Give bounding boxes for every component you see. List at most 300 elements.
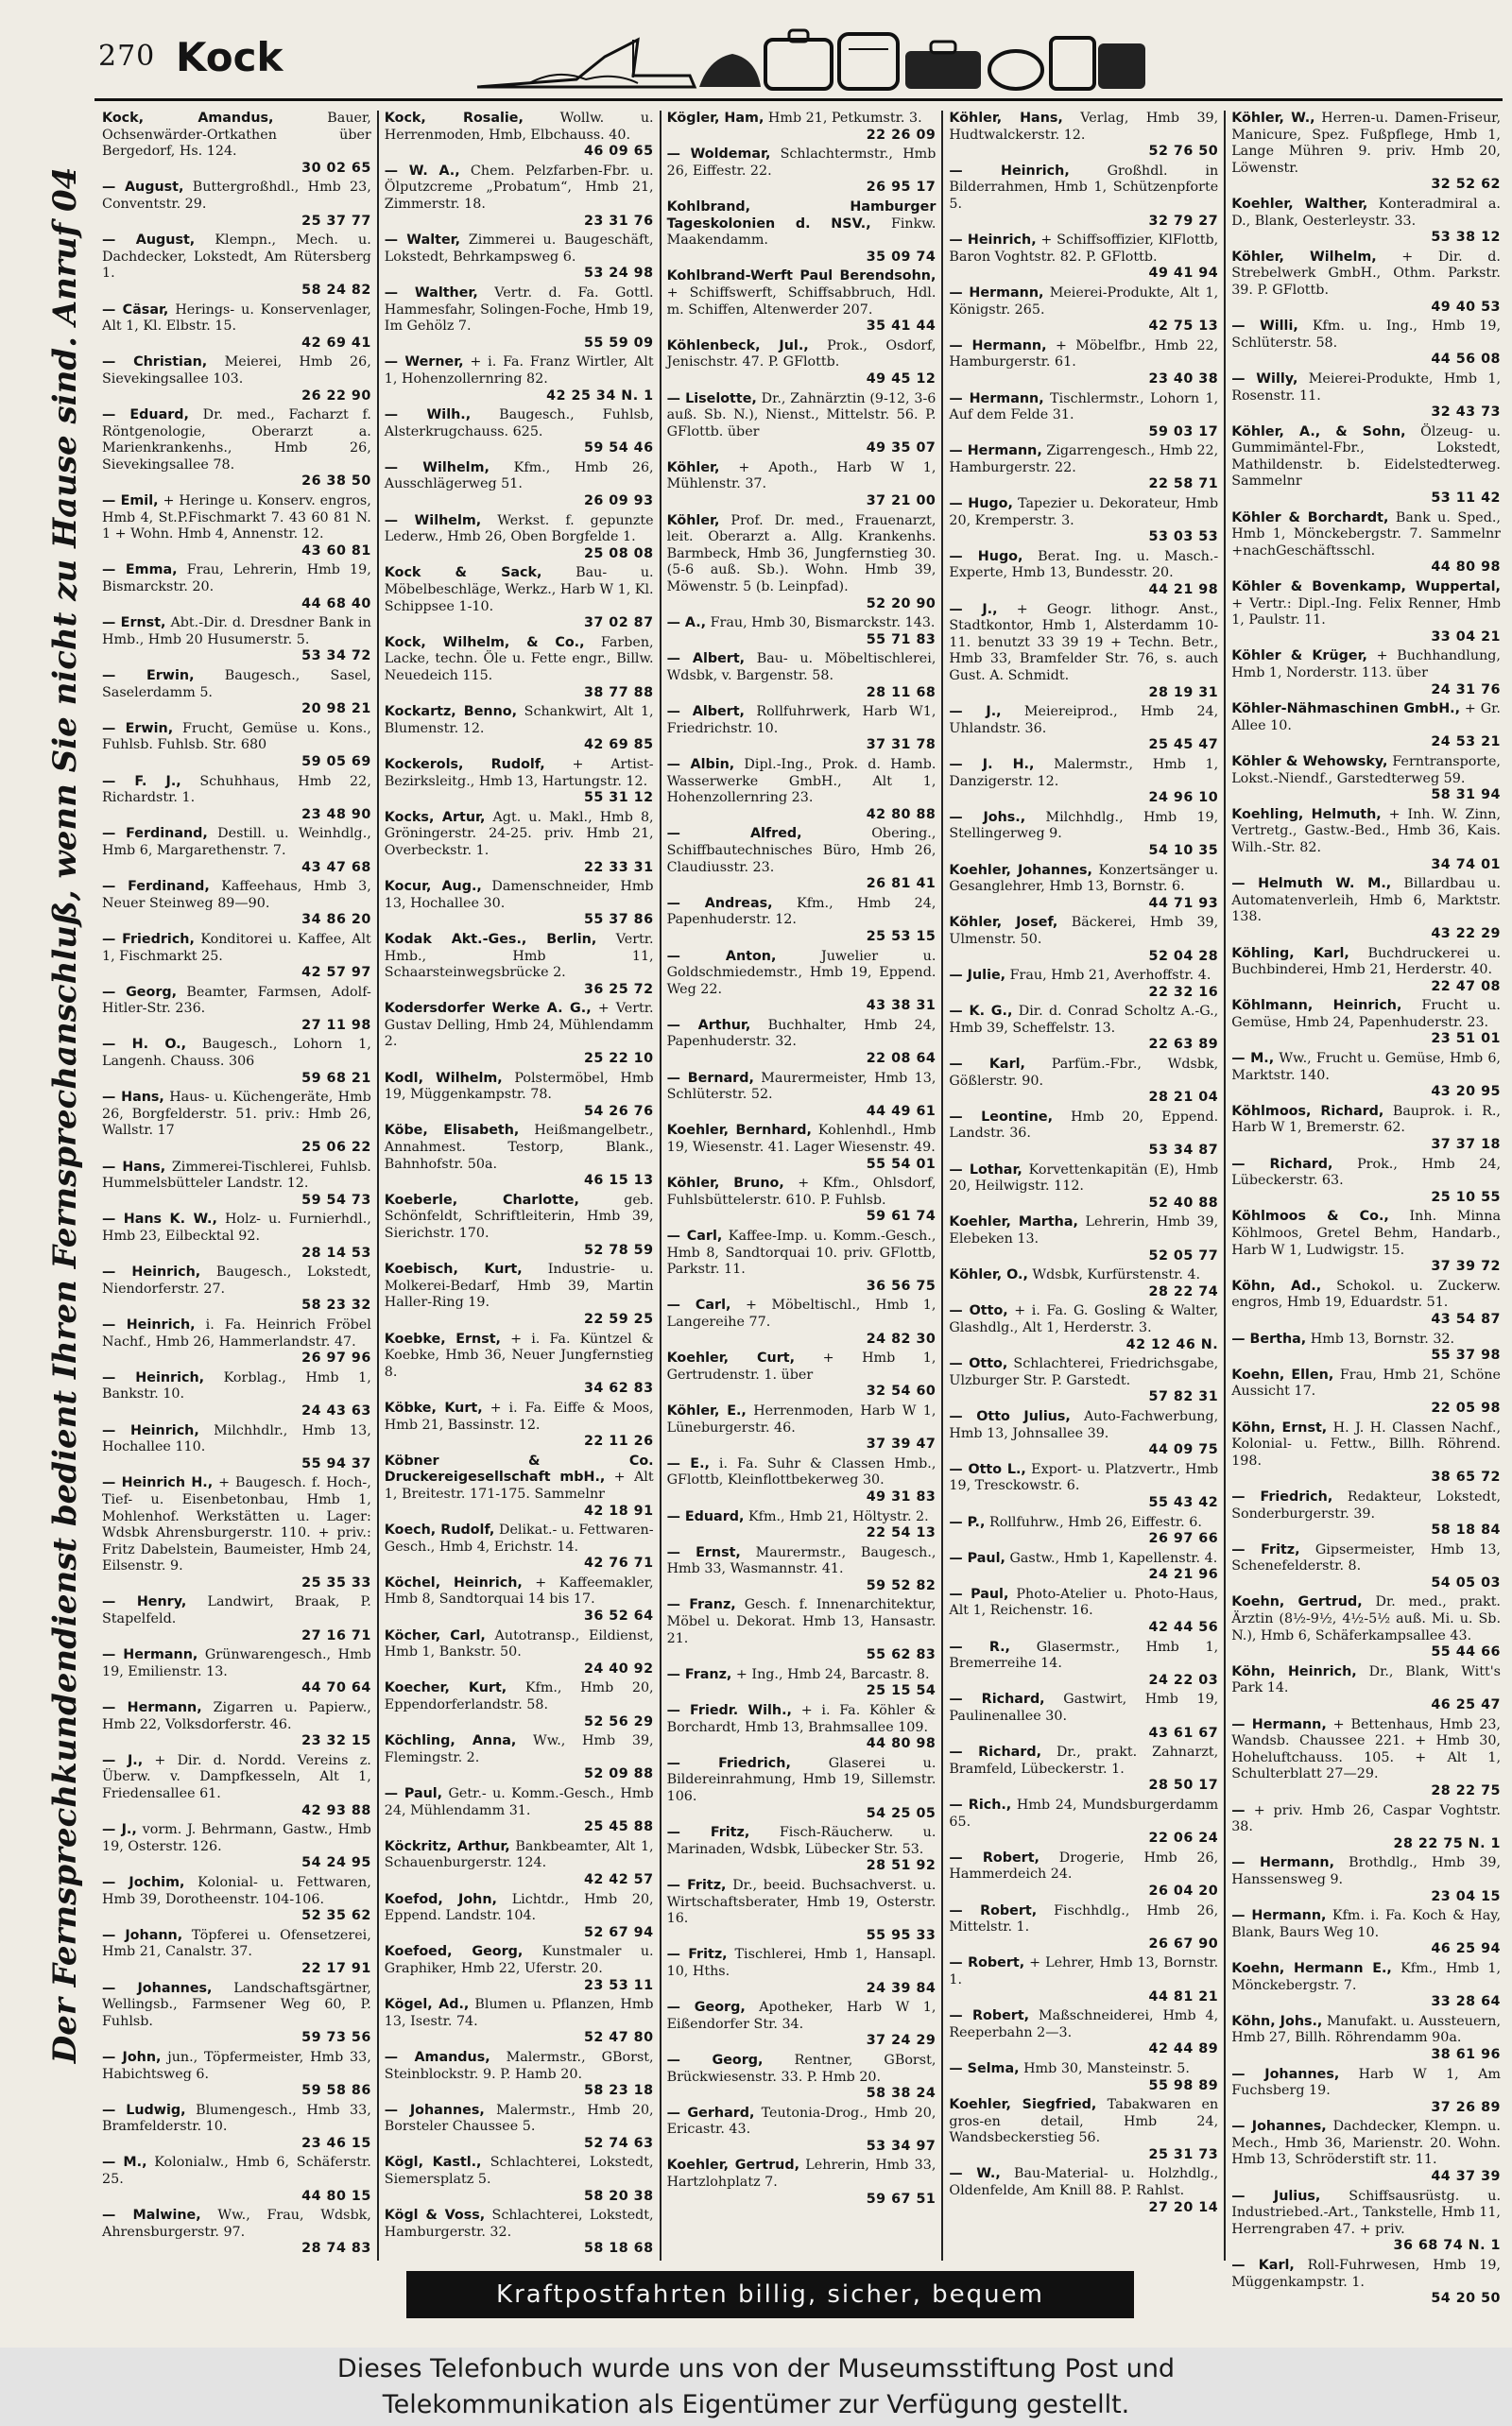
entry-phone: 23 51 01 bbox=[1431, 1031, 1501, 1047]
entry-detail: Buchhalter, Hmb 24, Papenhuderstr. 32. bbox=[666, 1017, 936, 1050]
entry-detail: Landwirt, Braak, P. Stapelfeld. bbox=[102, 1594, 371, 1627]
entry-detail: + Inh. W. Zinn, Vertretg., Gastw.-Bed., Hmb 36, Kais. Wilh.-Str. 82. bbox=[1231, 806, 1501, 855]
entry-phone: 43 22 29 bbox=[1431, 925, 1501, 941]
entry-name: — Hermann, bbox=[1231, 1908, 1327, 1924]
entry-phone: 55 44 66 bbox=[1431, 1644, 1501, 1660]
entry-detail: + Heringe u. Konserv. engros, Hmb 4, St.P.Fischmarkt 7. 43 60 81 N. 1 + Wohn. Hmb 4, Annenstr. 12. bbox=[102, 493, 371, 542]
directory-entry bbox=[949, 1303, 1218, 1353]
entry-phone: 54 10 35 bbox=[1148, 842, 1219, 858]
entry-name: — Fritz, bbox=[666, 1947, 728, 1963]
entry-phone: 46 25 47 bbox=[1431, 1697, 1501, 1713]
page-number: 270 bbox=[98, 40, 156, 73]
entry-name: — Richard, bbox=[1231, 1156, 1333, 1172]
entry-phone: 59 54 73 bbox=[301, 1192, 371, 1208]
entry-detail: Buttergroßhdl., Hmb 23, Conventstr. 29. bbox=[102, 180, 371, 212]
entry-name: — J. H., bbox=[949, 756, 1035, 772]
directory-entry bbox=[949, 163, 1218, 230]
entry-phone: 27 16 71 bbox=[301, 1627, 371, 1643]
entry-name: — Helmuth W. M., bbox=[1231, 876, 1392, 892]
directory-entry bbox=[1231, 1104, 1501, 1154]
entry-detail: Dr., Blank, Witt's Park 14. bbox=[1231, 1663, 1501, 1696]
entry-name: — Hermann, bbox=[1231, 1716, 1327, 1732]
entry-detail: + Alt 1, Breitestr. 171-175. Sammelnr bbox=[384, 1470, 654, 1502]
directory-entry bbox=[949, 1850, 1218, 1901]
directory-entry bbox=[667, 391, 936, 457]
directory-entry bbox=[949, 1267, 1218, 1300]
entry-phone: 25 15 54 bbox=[866, 1683, 936, 1699]
directory-entry bbox=[949, 232, 1218, 283]
entry-detail: Bank u. Sped., Hmb 1, Mönckebergstr. 7. Sammelnr +nachGeschäftsschl. bbox=[1231, 509, 1501, 559]
entry-phone: 38 65 72 bbox=[1431, 1470, 1501, 1486]
entry-phone: 23 32 15 bbox=[301, 1733, 371, 1749]
directory-entry bbox=[102, 1875, 371, 1925]
entry-name: — Amandus, bbox=[384, 2049, 490, 2065]
directory-entry bbox=[949, 496, 1218, 546]
directory-entry bbox=[385, 1071, 654, 1121]
directory-entry bbox=[385, 354, 654, 404]
entry-name: Köchel, Heinrich, bbox=[384, 1574, 523, 1591]
directory-entry bbox=[1231, 111, 1501, 194]
entry-detail: Haus- u. Küchengeräte, Hmb 26, Borgfelderstr. 51. priv.: Hmb 26, Wallstr. 17 bbox=[102, 1090, 371, 1139]
entry-name: — Erwin, bbox=[102, 668, 195, 683]
entry-name: Köhlenbeck, Jul., bbox=[666, 337, 809, 353]
entry-detail: Konteradmiral a. D., Blank, Oesterleystr. 33. bbox=[1231, 196, 1501, 229]
directory-entry bbox=[102, 1822, 371, 1872]
entry-phone: 25 31 73 bbox=[1148, 2146, 1219, 2162]
entry-detail: Tapezier u. Dekorateur, Hmb 20, Kremperstr. 3. bbox=[949, 496, 1219, 528]
directory-entry bbox=[667, 2053, 936, 2103]
entry-phone: 52 05 77 bbox=[1148, 1247, 1219, 1264]
directory-entry bbox=[667, 268, 936, 335]
entry-phone: 44 80 98 bbox=[866, 1736, 936, 1752]
entry-phone: 59 67 51 bbox=[866, 2191, 936, 2207]
entry-phone: 22 47 08 bbox=[1431, 978, 1501, 994]
entry-name: — Hans, bbox=[102, 1090, 164, 1106]
entry-phone: 37 24 29 bbox=[866, 2033, 936, 2049]
entry-phone: 36 68 74 N. 1 bbox=[1393, 2238, 1501, 2254]
entry-phone: 26 97 66 bbox=[1148, 1531, 1219, 1547]
entry-name: Köhn, Heinrich, bbox=[1231, 1663, 1357, 1679]
directory-entry bbox=[102, 180, 371, 230]
entry-detail: Malermstr., Hmb 1, Danzigerstr. 12. bbox=[949, 756, 1219, 789]
directory-entry bbox=[949, 2166, 1218, 2216]
entry-phone: 22 63 89 bbox=[1148, 1037, 1219, 1053]
entry-detail: + priv. Hmb 26, Caspar Voghtstr. 38. bbox=[1231, 1802, 1501, 1835]
entry-phone: 52 74 63 bbox=[583, 2135, 654, 2151]
entry-name: — Franz, bbox=[666, 1597, 736, 1613]
entry-name: — Ernst, bbox=[666, 1544, 741, 1560]
entry-phone: 26 95 17 bbox=[866, 180, 936, 196]
entry-name: Koehler, Bernhard, bbox=[666, 1123, 812, 1139]
entry-name: — bbox=[1231, 1802, 1254, 1818]
entry-phone: 55 95 33 bbox=[866, 1927, 936, 1943]
entry-detail: Schlachtermstr., Hmb 26, Eiffestr. 22. bbox=[666, 146, 936, 179]
entry-name: — Wilh., bbox=[384, 407, 472, 423]
entry-detail: Herrenmoden, Harb W 1, Lüneburgerstr. 46. bbox=[666, 1402, 936, 1436]
entry-phone: 25 45 47 bbox=[1148, 737, 1219, 753]
entry-name: Koehler, Gertrud, bbox=[666, 2158, 800, 2174]
directory-entry bbox=[667, 1756, 936, 1822]
entry-phone: 25 37 77 bbox=[301, 213, 371, 229]
directory-entry bbox=[102, 2103, 371, 2153]
entry-name: Köbke, Kurt, bbox=[384, 1400, 483, 1416]
entry-name: — Hermann, bbox=[102, 1700, 202, 1716]
entry-name: — Carl, bbox=[666, 1229, 723, 1244]
entry-name: — Albert, bbox=[666, 704, 745, 720]
entry-name: — Julie, bbox=[949, 968, 1006, 984]
entry-phone: 22 17 91 bbox=[301, 1960, 371, 1976]
directory-entry bbox=[667, 146, 936, 197]
entry-name: — Hermann, bbox=[1231, 1855, 1335, 1871]
directory-entry bbox=[949, 1745, 1218, 1795]
entry-phone: 42 42 57 bbox=[583, 1871, 654, 1887]
entry-name: — Arthur, bbox=[666, 1017, 751, 1033]
entry-phone: 44 80 15 bbox=[301, 2188, 371, 2204]
entry-phone: 34 74 01 bbox=[1431, 856, 1501, 872]
entry-phone: 49 35 07 bbox=[866, 440, 936, 456]
entry-name: Köhn, Ad., bbox=[1231, 1278, 1322, 1294]
entry-phone: 43 60 81 bbox=[301, 542, 371, 559]
entry-phone: 53 38 12 bbox=[1431, 230, 1501, 246]
entry-detail: Tischlerei, Hmb 1, Hansapl. 10, Hths. bbox=[666, 1947, 936, 1979]
entry-phone: 46 09 65 bbox=[583, 144, 654, 160]
directory-entry bbox=[102, 232, 371, 299]
entry-phone: 28 50 17 bbox=[1148, 1778, 1219, 1794]
entry-detail: Dir. d. Conrad Scholtz A.-G., Hmb 39, Scheffelstr. 13. bbox=[949, 1004, 1219, 1036]
entry-name: — Emil, bbox=[102, 493, 159, 509]
entry-detail: Prok., Osdorf, Jenischstr. 47. P. GFlottb. bbox=[666, 337, 936, 370]
entry-phone: 57 82 31 bbox=[1148, 1389, 1219, 1405]
directory-entry bbox=[1231, 2119, 1501, 2185]
entry-name: Kodak Akt.-Ges., Berlin, bbox=[384, 931, 597, 947]
entry-detail: Inh. Minna Köhlmoos, Gretel Behm, Handarb., Harb W 1, Ludwigstr. 15. bbox=[1231, 1209, 1501, 1258]
entry-detail: Vertr. d. Fa. Gottl. Hammesfahr, Solingen-Foche, Hmb 19, Im Gehölz 7. bbox=[384, 284, 654, 335]
entry-name: — Johannes, bbox=[102, 1980, 213, 1996]
directory-entry bbox=[949, 285, 1218, 336]
entry-phone: 52 47 80 bbox=[583, 2030, 654, 2046]
entry-phone: 44 80 98 bbox=[1431, 559, 1501, 576]
entry-phone: 30 02 65 bbox=[301, 160, 371, 176]
entry-detail: H. J. H. Classen Nachf., Kolonial- u. Fettw., Billh. Röhrend. 198. bbox=[1231, 1419, 1501, 1469]
directory-entry bbox=[667, 704, 936, 754]
directory-entry bbox=[949, 1692, 1218, 1742]
entry-phone: 49 40 53 bbox=[1431, 299, 1501, 315]
entry-name: Köbe, Elisabeth, bbox=[384, 1123, 520, 1139]
entry-detail: Kunstmaler u. Graphiker, Hmb 22, Uferstr. 20. bbox=[384, 1944, 654, 1976]
entry-detail: Gastw., Hmb 1, Kapellenstr. 4. bbox=[1009, 1550, 1218, 1566]
entry-detail: + i. Fa. G. Gosling & Walter, Glashdlg., Alt 1, Herderstr. 3. bbox=[949, 1303, 1219, 1335]
directory-entry bbox=[949, 443, 1218, 493]
entry-phone: 22 54 13 bbox=[866, 1525, 936, 1541]
entry-name: — Willy, bbox=[1231, 370, 1298, 387]
directory-entry bbox=[102, 407, 371, 490]
directory-entry bbox=[1231, 1664, 1501, 1714]
entry-name: Köhler, bbox=[666, 459, 720, 475]
entry-detail: Ww., Frucht u. Gemüse, Hmb 6, Marktstr. 140. bbox=[1231, 1051, 1501, 1083]
entry-name: Köchling, Anna, bbox=[384, 1733, 517, 1749]
directory-entry bbox=[102, 1090, 371, 1156]
directory-entry bbox=[385, 2103, 654, 2153]
entry-name: — Heinrich, bbox=[102, 1369, 205, 1385]
directory-entry bbox=[1231, 1489, 1501, 1540]
directory-entry bbox=[1231, 876, 1501, 942]
entry-name: — Heinrich, bbox=[102, 1265, 201, 1281]
directory-entry bbox=[667, 1597, 936, 1663]
entry-phone: 28 22 74 bbox=[1148, 1283, 1219, 1299]
entry-phone: 23 53 11 bbox=[583, 1977, 654, 1993]
directory-entry bbox=[385, 757, 654, 807]
entry-name: — Henry, bbox=[102, 1594, 187, 1610]
directory-entry bbox=[949, 2061, 1218, 2094]
entry-name: Kohlbrand-Werft Paul Berendsohn, bbox=[666, 268, 936, 284]
entry-name: — Otto, bbox=[949, 1356, 1008, 1372]
entry-name: — Leontine, bbox=[949, 1109, 1054, 1125]
entry-name: — W., bbox=[949, 2166, 1001, 2182]
directory-entry bbox=[667, 1071, 936, 1121]
entry-name: Koecher, Kurt, bbox=[384, 1680, 507, 1696]
entry-detail: Zimmerei-Tischlerei, Fuhlsb. Hummelsbütteler Landstr. 12. bbox=[102, 1159, 371, 1192]
entry-phone: 55 62 83 bbox=[866, 1647, 936, 1663]
directory-entry bbox=[949, 757, 1218, 807]
directory-entry bbox=[102, 668, 371, 718]
directory-entry bbox=[385, 1628, 654, 1678]
entry-detail: Wollw. u. Herrenmoden, Hmb, Elbchauss. 40. bbox=[384, 111, 654, 143]
entry-detail: vorm. J. Behrmann, Gastw., Hmb 19, Osterstr. 126. bbox=[102, 1822, 371, 1854]
entry-name: — R., bbox=[949, 1639, 1010, 1655]
directory-entry bbox=[667, 1703, 936, 1753]
entry-detail: + Geogr. lithogr. Anst., Stadtkontor, Hmb 1, Alsterdamm 10-11. benutzt 33 39 19 + Techn. Betr., Hmb 33, Bramfelder Str. 76, s. auch Gust. A. Schmidt. bbox=[949, 601, 1219, 683]
directory-entry bbox=[385, 1401, 654, 1451]
directory-entry bbox=[385, 1997, 654, 2047]
entry-name: — Hugo, bbox=[949, 548, 1023, 564]
entry-detail: + i. Fa. Küntzel & Koebke, Hmb 36, Neuer Jungfernstieg 8. bbox=[384, 1331, 654, 1380]
entry-phone: 55 94 37 bbox=[301, 1455, 371, 1471]
footer-line-1: Dieses Telefonbuch wurde uns von der Museumsstiftung Post und bbox=[336, 2354, 1176, 2383]
entry-name: Köcher, Carl, bbox=[384, 1627, 486, 1643]
entry-name: — Ludwig, bbox=[102, 2102, 186, 2118]
entry-name: Kodersdorfer Werke A. G., bbox=[384, 1001, 592, 1017]
directory-entry bbox=[385, 1839, 654, 1889]
entry-phone: 58 18 68 bbox=[583, 2241, 654, 2257]
entry-phone: 26 67 90 bbox=[1148, 1936, 1219, 1952]
entry-phone: 42 69 85 bbox=[583, 737, 654, 753]
directory-column-3 bbox=[662, 111, 944, 2261]
entry-detail: Juwelier u. Goldschmiedemstr., Hmb 19, Eppend. Weg 22. bbox=[666, 948, 936, 997]
directory-entry bbox=[385, 163, 654, 230]
entry-detail: Teutonia-Drog., Hmb 20, Ericastr. 43. bbox=[666, 2105, 936, 2138]
entry-detail: Holz- u. Furnierhdl., Hmb 23, Eilbecktal 92. bbox=[102, 1212, 371, 1244]
entry-phone: 58 31 94 bbox=[1431, 787, 1501, 803]
entry-name: — Heinrich H., bbox=[102, 1475, 214, 1491]
entry-name: — Friedrich, bbox=[666, 1755, 791, 1771]
entry-phone: 25 10 55 bbox=[1431, 1189, 1501, 1205]
entry-phone: 32 52 62 bbox=[1431, 177, 1501, 193]
directory-entry bbox=[1231, 946, 1501, 996]
directory-entry bbox=[102, 111, 371, 177]
directory-entry bbox=[102, 493, 371, 559]
directory-column-2 bbox=[379, 111, 662, 2261]
entry-phone: 24 39 84 bbox=[866, 1980, 936, 1996]
directory-entry bbox=[1231, 1157, 1501, 1207]
directory-entry bbox=[949, 1057, 1218, 1107]
entry-detail: Bau- u. Möbelbeschläge, Werkz., Harb W 1, Kl. Schippsee 1-10. bbox=[384, 565, 654, 614]
advertisement-banner: Kraftpostfahrten billig, sicher, bequem bbox=[406, 2271, 1134, 2318]
entry-detail: Dr. med., Facharzt f. Röntgenologie, Oberarzt a. Marienkrankenhs., Hmb 26, Sievekingsallee 78. bbox=[102, 407, 371, 473]
directory-entry bbox=[385, 1262, 654, 1328]
entry-detail: Brothdlg., Hmb 39, Hanssensweg 9. bbox=[1231, 1855, 1501, 1887]
entry-detail: Rentner, GBorst, Brückwiesenstr. 33. P. Hmb 20. bbox=[666, 2052, 936, 2085]
entry-detail: Meierei, Hmb 26, Sievekingsallee 103. bbox=[102, 354, 371, 387]
entry-name: — W. A., bbox=[384, 163, 460, 179]
entry-phone: 43 20 95 bbox=[1431, 1084, 1501, 1100]
entry-detail: Frucht u. Gemüse, Hmb 24, Papenhuderstr. 23. bbox=[1231, 998, 1501, 1030]
entry-name: — Christian, bbox=[102, 354, 208, 370]
entry-phone: 25 22 10 bbox=[583, 1051, 654, 1067]
entry-name: — Georg, bbox=[102, 984, 178, 1000]
entry-phone: 25 08 08 bbox=[583, 545, 654, 561]
entry-phone: 28 19 31 bbox=[1148, 684, 1219, 700]
directory-entry bbox=[1231, 1803, 1501, 1853]
directory-entry bbox=[102, 1212, 371, 1262]
entry-phone: 33 28 64 bbox=[1431, 1994, 1501, 2010]
entry-name: — Woldemar, bbox=[666, 146, 771, 163]
directory-entry bbox=[1231, 1332, 1501, 1365]
entry-detail: Verlag, Hmb 39, Hudtwalckerstr. 12. bbox=[949, 111, 1219, 143]
entry-name: — Heinrich, bbox=[102, 1422, 199, 1438]
directory-entry bbox=[385, 810, 654, 876]
entry-phone: 25 35 33 bbox=[301, 1574, 371, 1591]
entry-name: — Hermann, bbox=[949, 390, 1044, 406]
entry-detail: + i. Fa. Köhler & Borchardt, Hmb 13, Brahmsallee 109. bbox=[666, 1703, 936, 1735]
entry-name: Koehling, Helmuth, bbox=[1231, 806, 1382, 822]
entry-phone: 24 31 76 bbox=[1431, 681, 1501, 697]
entry-detail: Baugesch., Lohorn 1, Langenh. Chauss. 306 bbox=[102, 1037, 371, 1070]
entry-phone: 58 38 24 bbox=[866, 2086, 936, 2102]
entry-name: — J., bbox=[949, 704, 1002, 720]
directory-entry bbox=[102, 354, 371, 404]
directory-entry bbox=[667, 1456, 936, 1506]
entry-phone: 58 24 82 bbox=[301, 282, 371, 298]
entry-phone: 53 24 98 bbox=[583, 266, 654, 282]
directory-entry bbox=[102, 1981, 371, 2047]
entry-detail: Beamter, Farmsen, Adolf-Hitler-Str. 236. bbox=[102, 984, 371, 1017]
entry-detail: Hmb 13, Bornstr. 32. bbox=[1310, 1331, 1455, 1347]
directory-entry bbox=[102, 1317, 371, 1368]
directory-entry bbox=[385, 1786, 654, 1836]
entry-phone: 42 44 89 bbox=[1148, 2041, 1219, 2057]
entry-detail: Fischhdlg., Hmb 26, Mittelstr. 1. bbox=[949, 1902, 1219, 1936]
entry-detail: + Baugesch. f. Hoch-, Tief- u. Eisenbetonbau, Hmb 1, Mohlenhof. Werkstätten u. Lager: Wdsbk Ahrensburgerstr. 110. + priv.: Fritz Dabelstein, Baumeister, Hmb 24, Eilsenstr. 9. bbox=[102, 1475, 371, 1574]
entry-name: Köhler-Nähmaschinen GmbH., bbox=[1231, 701, 1461, 717]
entry-phone: 26 97 96 bbox=[301, 1351, 371, 1367]
directory-entry bbox=[385, 1001, 654, 1067]
entry-name: — Eduard, bbox=[102, 407, 189, 423]
entry-name: Köhler, Josef, bbox=[949, 915, 1058, 931]
entry-phone: 23 04 15 bbox=[1431, 1888, 1501, 1904]
directory-entry bbox=[667, 460, 936, 510]
entry-name: — Lothar, bbox=[949, 1161, 1022, 1178]
entry-phone: 53 11 42 bbox=[1431, 490, 1501, 507]
entry-name: — Johannes, bbox=[1231, 2066, 1340, 2082]
directory-entry bbox=[1231, 371, 1501, 422]
entry-phone: 44 21 98 bbox=[1148, 582, 1219, 598]
entry-detail: Buchdruckerei u. Buchbinderei, Hmb 21, Herderstr. 40. bbox=[1231, 945, 1501, 978]
entry-phone: 34 86 20 bbox=[301, 912, 371, 928]
page-keyword: Kock bbox=[176, 34, 284, 80]
entry-name: — August, bbox=[102, 180, 184, 196]
entry-name: — Cäsar, bbox=[102, 301, 169, 318]
entry-detail: Werkst. f. gepunzte Lederw., Hmb 26, Oben Borgfelde 1. bbox=[384, 512, 654, 545]
entry-detail: Destill. u. Weinhdlg., Hmb 6, Margarethenstr. 7. bbox=[102, 826, 371, 858]
entry-name: — Rich., bbox=[949, 1798, 1012, 1813]
entry-phone: 36 25 72 bbox=[583, 981, 654, 997]
directory-entry bbox=[102, 302, 371, 353]
entry-name: — Karl, bbox=[949, 1057, 1025, 1073]
directory-entry bbox=[667, 2158, 936, 2208]
directory-entry bbox=[1231, 1368, 1501, 1418]
entry-detail: Kolonialw., Hmb 6, Schäferstr. 25. bbox=[102, 2155, 371, 2188]
entry-phone: 59 73 56 bbox=[301, 2030, 371, 2046]
directory-entry bbox=[949, 1004, 1218, 1054]
entry-detail: Dachdecker, Klempn. u. Mech., Hmb 36, Marienstr. 20. Wohn. Hmb 13, Schröderstift str. 11. bbox=[1231, 2119, 1501, 2168]
directory-entry bbox=[102, 1647, 371, 1697]
entry-detail: Schankwirt, Alt 1, Blumenstr. 12. bbox=[384, 704, 654, 736]
entry-name: Koech, Rudolf, bbox=[384, 1523, 495, 1539]
entry-detail: Frau, Lehrerin, Hmb 19, Bismarckstr. 20. bbox=[102, 562, 371, 595]
entry-phone: 44 49 61 bbox=[866, 1103, 936, 1119]
directory-entry bbox=[667, 1878, 936, 1944]
directory-entry bbox=[385, 1193, 654, 1259]
entry-name: — M., bbox=[1231, 1051, 1275, 1067]
entry-name: — Hermann, bbox=[949, 284, 1044, 301]
directory-entry bbox=[1231, 1908, 1501, 1958]
entry-detail: + Bettenhaus, Hmb 23, Wandsb. Chaussee 221. + Hmb 30, Hoheluftchauss. 105. + Alt 1, Schulterblatt 27—29. bbox=[1231, 1716, 1501, 1782]
entry-phone: 44 70 64 bbox=[301, 1680, 371, 1696]
entry-detail: + Hmb 1, Gertrudenstr. 1. über bbox=[666, 1351, 936, 1383]
entry-detail: Photo-Atelier u. Photo-Haus, Alt 1, Reichenstr. 16. bbox=[949, 1586, 1219, 1619]
directory-entry bbox=[667, 2106, 936, 2156]
directory-entry bbox=[667, 199, 936, 266]
entry-phone: 59 03 17 bbox=[1148, 423, 1219, 439]
entry-phone: 32 79 27 bbox=[1148, 213, 1219, 229]
footer-notice bbox=[0, 2348, 1512, 2426]
entry-detail: Dr., Zahnärztin (9-12, 3-6 auß. Sb. N.), Nienst., Mittelstr. 56. P. GFlottb. über bbox=[666, 390, 936, 439]
directory-entry bbox=[667, 757, 936, 823]
directory-entry bbox=[102, 2155, 371, 2205]
directory-column-4 bbox=[943, 111, 1226, 2261]
directory-entry bbox=[949, 338, 1218, 388]
entry-name: — Wilhelm, bbox=[384, 512, 482, 528]
entry-phone: 32 43 73 bbox=[1431, 404, 1501, 421]
entry-detail: + Kaffeemakler, Hmb 8, Sandtorquai 14 bis 17. bbox=[384, 1574, 654, 1608]
entry-phone: 24 43 63 bbox=[301, 1402, 371, 1419]
entry-phone: 23 48 90 bbox=[301, 806, 371, 822]
entry-name: — Karl, bbox=[1231, 2258, 1295, 2274]
entry-detail: Heißmangelbetr., Annahmest. Testorp, Blank., Bahnhofstr. 50a. bbox=[384, 1123, 654, 1172]
directory-entry bbox=[385, 635, 654, 701]
entry-phone: 58 23 18 bbox=[583, 2083, 654, 2099]
directory-entry bbox=[1231, 579, 1501, 645]
entry-name: — Walter, bbox=[384, 232, 461, 249]
entry-detail: Dr., beeid. Buchsachverst. u. Wirtschaftsberater, Hmb 19, Osterstr. 16. bbox=[666, 1877, 936, 1927]
directory-entry bbox=[667, 2000, 936, 2050]
entry-phone: 24 82 30 bbox=[866, 1331, 936, 1347]
entry-phone: 55 37 86 bbox=[583, 912, 654, 928]
entry-phone: 52 04 28 bbox=[1148, 948, 1219, 964]
directory-entry bbox=[1231, 701, 1501, 751]
entry-name: Köbner & Co. Druckereigesellschaft mbH., bbox=[384, 1453, 654, 1486]
entry-detail: Frucht, Gemüse u. Kons., Fuhlsb. Fuhlsb. Str. 680 bbox=[102, 720, 371, 753]
